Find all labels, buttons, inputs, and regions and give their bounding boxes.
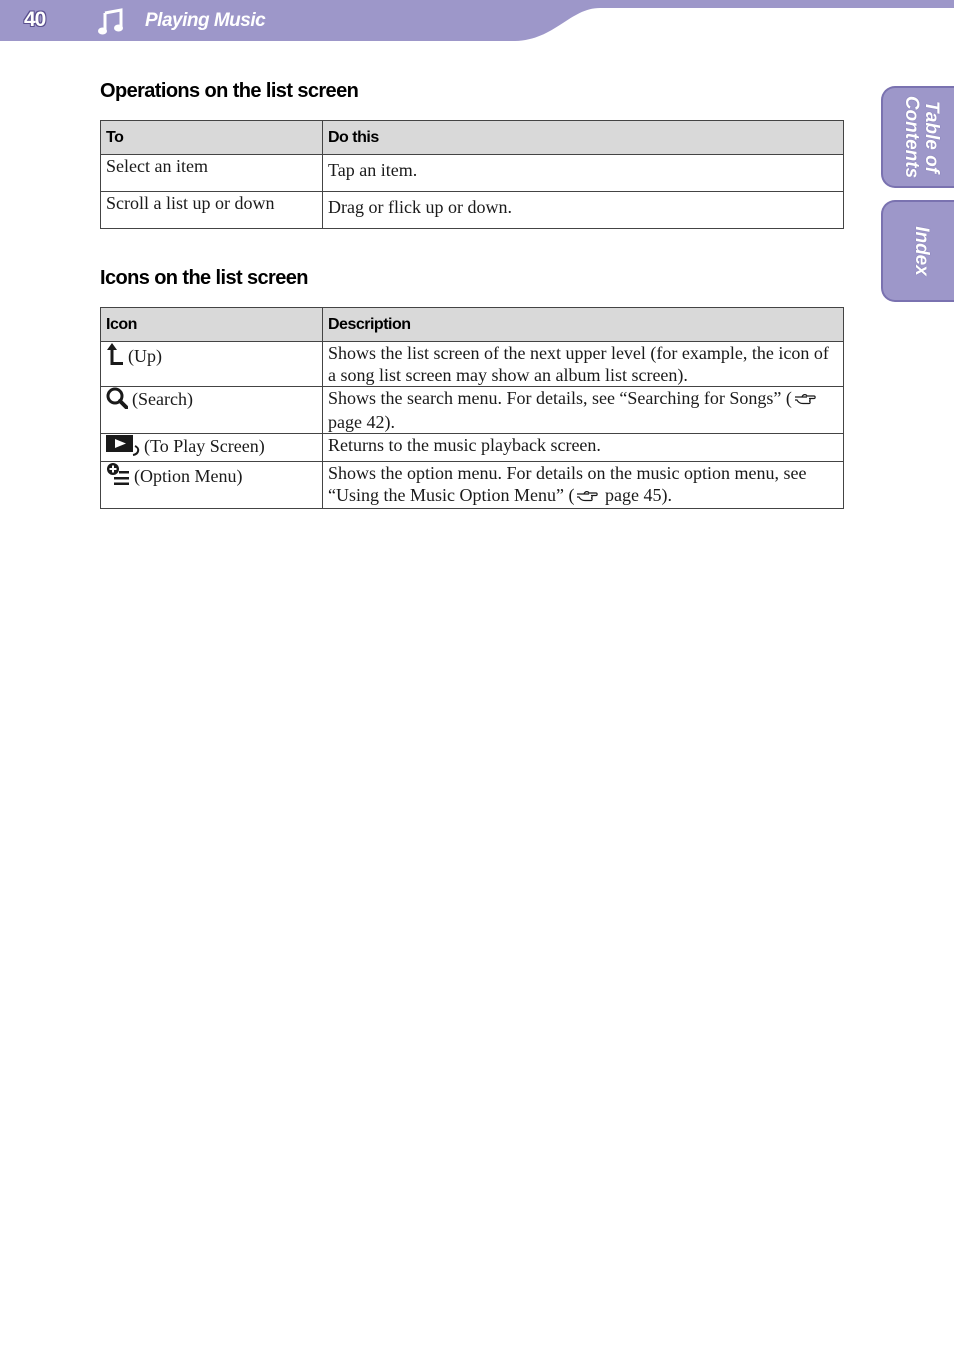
up-arrow-icon bbox=[106, 342, 124, 371]
description-text: page 45). bbox=[600, 485, 672, 505]
option-menu-icon bbox=[106, 462, 130, 491]
table-row bbox=[101, 434, 844, 462]
icon-name: (Search) bbox=[132, 389, 193, 409]
icons-heading: Icons on the list screen bbox=[100, 267, 308, 289]
column-header-to: To bbox=[101, 121, 323, 155]
operation-do: Drag or flick up or down. bbox=[323, 192, 844, 229]
operations-table bbox=[100, 120, 844, 229]
icon-name: (Up) bbox=[128, 346, 162, 366]
header-band-shape bbox=[0, 0, 954, 44]
pointing-hand-icon bbox=[576, 486, 598, 508]
table-row bbox=[101, 462, 844, 509]
icon-cell bbox=[101, 462, 323, 509]
pointing-hand-icon bbox=[794, 389, 816, 411]
table-header-row bbox=[101, 308, 844, 342]
header-band bbox=[0, 0, 954, 44]
icon-description: Returns to the music playback screen. bbox=[323, 434, 844, 462]
section-title: Playing Music bbox=[145, 10, 266, 31]
icon-cell bbox=[101, 342, 323, 387]
icon-name: (To Play Screen) bbox=[144, 436, 265, 456]
description-text: Shows the search menu. For details, see “Searching for Songs” ( bbox=[328, 388, 792, 408]
column-header-icon: Icon bbox=[101, 308, 323, 342]
table-header-row bbox=[101, 121, 844, 155]
icons-table bbox=[100, 307, 844, 509]
icon-description bbox=[323, 387, 844, 434]
column-header-description: Description bbox=[323, 308, 844, 342]
operation-to: Scroll a list up or down bbox=[101, 192, 323, 229]
icon-cell bbox=[101, 434, 323, 462]
to-play-screen-icon bbox=[106, 434, 140, 461]
column-header-do-this: Do this bbox=[323, 121, 844, 155]
icon-cell bbox=[101, 387, 323, 434]
index-tab-label: Index bbox=[911, 226, 932, 276]
operation-do: Tap an item. bbox=[323, 155, 844, 192]
table-row bbox=[101, 342, 844, 387]
description-text: page 42). bbox=[328, 412, 395, 432]
icon-name: (Option Menu) bbox=[134, 466, 243, 486]
table-of-contents-tab-label: Table of Contents bbox=[901, 95, 942, 179]
icon-description: Shows the list screen of the next upper level (for example, the icon of a song list screen may show an album list screen). bbox=[323, 342, 844, 387]
search-icon bbox=[106, 387, 128, 414]
table-row bbox=[101, 387, 844, 434]
operations-heading: Operations on the list screen bbox=[100, 80, 359, 102]
operation-to: Select an item bbox=[101, 155, 323, 192]
table-row bbox=[101, 192, 844, 229]
icon-description bbox=[323, 462, 844, 509]
page-number: 40 bbox=[24, 8, 46, 31]
table-of-contents-tab[interactable] bbox=[881, 86, 954, 188]
table-row bbox=[101, 155, 844, 192]
description-text: Shows the option menu. For details on the music option menu, see “Using the Music Option Menu” ( bbox=[328, 463, 807, 505]
index-tab[interactable] bbox=[881, 200, 954, 302]
